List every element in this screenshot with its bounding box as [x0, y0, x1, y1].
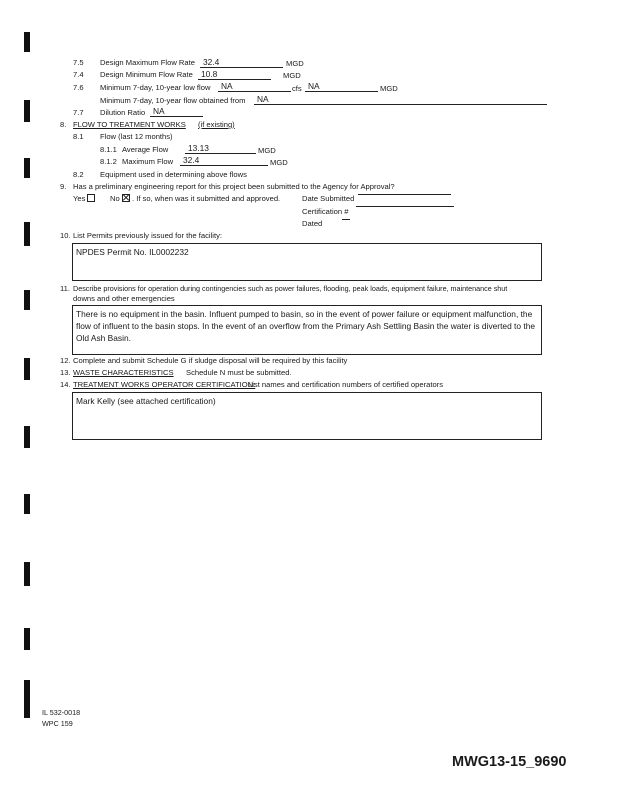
- item-number: 14.: [60, 380, 71, 389]
- dilution-ratio-field[interactable]: NA: [150, 107, 203, 117]
- flow-to-treatment-suffix: (if existing): [198, 120, 235, 129]
- design-min-flow-label: Design Minimum Flow Rate: [100, 70, 193, 79]
- no-checkbox[interactable]: [122, 194, 130, 202]
- no-option[interactable]: [110, 194, 132, 204]
- margin-bar: [24, 680, 30, 718]
- margin-bar: [24, 158, 30, 178]
- certification-field[interactable]: [356, 206, 454, 207]
- operator-cert-heading: TREATMENT WORKS OPERATOR CERTIFICATION:: [73, 380, 256, 389]
- waste-characteristics-note: Schedule N must be submitted.: [186, 368, 292, 377]
- yes-checkbox[interactable]: [87, 194, 95, 202]
- equipment-label: Equipment used in determining above flows: [100, 170, 247, 179]
- low-flow-mgd-field[interactable]: NA: [305, 82, 378, 92]
- design-max-flow-label: Design Maximum Flow Rate: [100, 58, 195, 67]
- item-number: 8.2: [73, 170, 84, 179]
- operators-box[interactable]: [72, 392, 542, 440]
- unit-label: MGD: [258, 146, 276, 155]
- margin-bar: [24, 494, 30, 514]
- item-number: 7.4: [73, 70, 84, 79]
- design-min-flow-field[interactable]: 10.8: [198, 70, 271, 80]
- permits-label: List Permits previously issued for the facility:: [73, 231, 222, 240]
- certification-label: Certification #: [302, 207, 349, 216]
- margin-bar: [24, 100, 30, 122]
- permits-content: NPDES Permit No. IL0002232: [76, 247, 189, 257]
- item-number: 7.5: [73, 58, 84, 67]
- low-flow-label: Minimum 7-day, 10-year low flow: [100, 83, 211, 92]
- waste-characteristics-heading: WASTE CHARACTERISTICS: [73, 368, 174, 377]
- date-submitted-field[interactable]: [358, 194, 451, 195]
- design-max-flow-field[interactable]: 32.4: [200, 58, 283, 68]
- schedule-g-label: Complete and submit Schedule G if sludge disposal will be required by this facility: [73, 356, 348, 365]
- margin-bar: [24, 426, 30, 448]
- item-number: 7.7: [73, 108, 84, 117]
- document-id: MWG13-15_9690: [452, 754, 567, 770]
- average-flow-label: Average Flow: [122, 145, 169, 154]
- cfs-label: cfs: [292, 84, 302, 93]
- dilution-ratio-label: Dilution Ratio: [100, 108, 146, 117]
- contingencies-label-cont: downs and other emergencies: [73, 294, 175, 303]
- contingencies-box[interactable]: [72, 305, 542, 355]
- margin-bar: [24, 562, 30, 586]
- item-number: 10.: [60, 231, 71, 240]
- contingencies-label: Describe provisions for operation during contingencies such as power failures, flooding, peak loads, equipment failure, maintenance shut: [73, 284, 508, 293]
- unit-label: MGD: [286, 59, 304, 68]
- margin-bar: [24, 628, 30, 650]
- low-flow-cfs-field[interactable]: NA: [218, 82, 291, 92]
- form-code: IL 532-0018: [42, 708, 81, 717]
- flow-to-treatment-heading: FLOW TO TREATMENT WORKS: [73, 120, 186, 129]
- unit-label: MGD: [270, 158, 288, 167]
- prelim-report-question: Has a preliminary engineering report for this project been submitted to the Agency for Approval?: [73, 182, 395, 191]
- margin-bar: [24, 222, 30, 246]
- yes-option[interactable]: [73, 194, 97, 204]
- operators-content: Mark Kelly (see attached certification): [76, 396, 216, 406]
- item-number: 13.: [60, 368, 71, 377]
- unit-label: MGD: [283, 71, 301, 80]
- form-name: WPC 159: [42, 719, 73, 728]
- low-flow-source-field[interactable]: NA: [254, 95, 547, 105]
- average-flow-field[interactable]: 13.13: [185, 144, 256, 154]
- permits-box[interactable]: [72, 243, 542, 281]
- item-number: 7.6: [73, 83, 84, 92]
- item-number: 11.: [60, 284, 70, 293]
- item-number: 8.1: [73, 132, 84, 141]
- operator-cert-note: List names and certification numbers of certified operators: [248, 380, 444, 389]
- margin-bar: [24, 358, 30, 380]
- date-submitted-label: Date Submitted: [302, 194, 355, 203]
- if-so-label: . If so, when was it submitted and approved.: [132, 194, 281, 203]
- maximum-flow-field[interactable]: 32.4: [180, 156, 268, 166]
- item-number: 8.1.1: [100, 145, 117, 154]
- contingencies-content: There is no equipment in the basin. Influent pumped to basin, so in the event of power failure or equipment malfunction, the flow of influent to the basin stops. In the event of an overflow from the Primary Ash Settling Basin the water is diverted to the Old Ash Basin.: [76, 309, 536, 343]
- item-number: 9.: [60, 182, 67, 191]
- item-number: 8.: [60, 120, 67, 129]
- margin-bar: [24, 32, 30, 52]
- unit-label: MGD: [380, 84, 398, 93]
- item-number: 12.: [60, 356, 71, 365]
- no-label: No: [110, 194, 120, 203]
- yes-label: Yes: [73, 194, 86, 203]
- low-flow-source-label: Minimum 7-day, 10-year flow obtained from: [100, 96, 246, 105]
- maximum-flow-label: Maximum Flow: [122, 157, 174, 166]
- flow-last-12-label: Flow (last 12 months): [100, 132, 173, 141]
- item-number: 8.1.2: [100, 157, 117, 166]
- dated-label: Dated: [302, 219, 323, 228]
- dated-field[interactable]: [342, 219, 350, 220]
- margin-bar: [24, 290, 30, 310]
